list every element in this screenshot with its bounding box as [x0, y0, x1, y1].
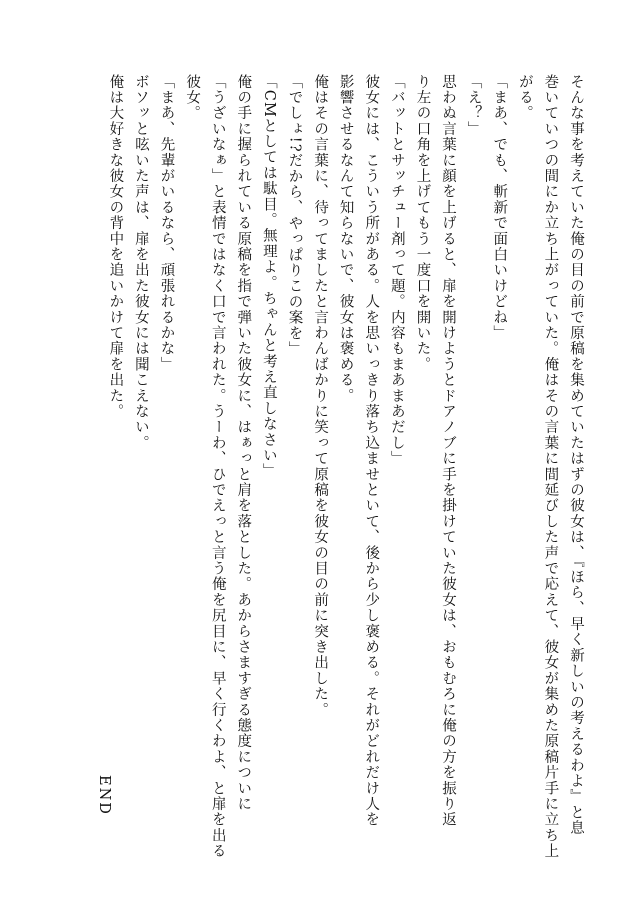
vertical-text-body — [102, 74, 588, 860]
text-line: 「バットとサッチュー剤って題。内容もまあまあだし」 — [388, 74, 405, 467]
text-line: 「まあ、でも、斬新で面白いけどね」 — [491, 74, 508, 341]
text-line: 「CMとしては駄目。無理よ。ちゃんと考え直しなさい」 — [260, 74, 277, 480]
text-line: 俺はその言葉に、待ってましたと言わんばかりに笑って原稿を彼女の目の前に突き出した。 — [312, 74, 329, 718]
text-line: がる。 — [516, 74, 533, 122]
text-line: 「まあ、先輩がいるなら、頑張れるかな」 — [158, 74, 175, 373]
text-line: 「え？」 — [465, 74, 482, 137]
end-mark: END — [96, 775, 112, 816]
text-line: 俺は大好きな彼女の背中を追いかけて扉を出た。 — [107, 74, 124, 420]
text-line: 影響させるなんて知らないで、彼女は褒める。 — [337, 74, 354, 404]
text-line: り左の口角を上げてもう一度口を開いた。 — [414, 74, 431, 373]
text-line: 彼女。 — [184, 74, 201, 122]
text-line: 彼女には、こういう所がある。人を思いっきり落ち込ませといて、後から少し褒める。それがどれだけ人を — [363, 74, 380, 828]
text-line: ボソッと呟いた声は、扉を出た彼女には聞こえない。 — [132, 74, 149, 451]
text-line: 俺の手に握られている原稿を指で弾いた彼女に、はぁっと肩を落とした。あからさますぎる態度についに — [235, 74, 252, 812]
text-line: 「うざいなぁ」と表情ではなく口で言われた。うーわ、ひでえっと言う俺を尻目に、早く行くわよ、と扉を出る — [209, 74, 226, 860]
text-line: 思わぬ言葉に顔を上げると、扉を開けようとドアノブに手を掛けていた彼女は、おもむろに俺の方を振り返 — [440, 74, 457, 828]
text-line: そんな事を考えていた俺の目の前で原稿を集めていたはずの彼女は、『ほら、早く新しいの考えるわよ』と息 — [568, 74, 584, 837]
text-line: 「でしょ!?だから、やっぱりこの案を」 — [286, 74, 303, 357]
text-line: 巻いていつの間にか立ち上がっていた。俺はその言葉に間延びした声で応えて、彼女が集めた原稿片手に立ち上 — [542, 74, 559, 859]
